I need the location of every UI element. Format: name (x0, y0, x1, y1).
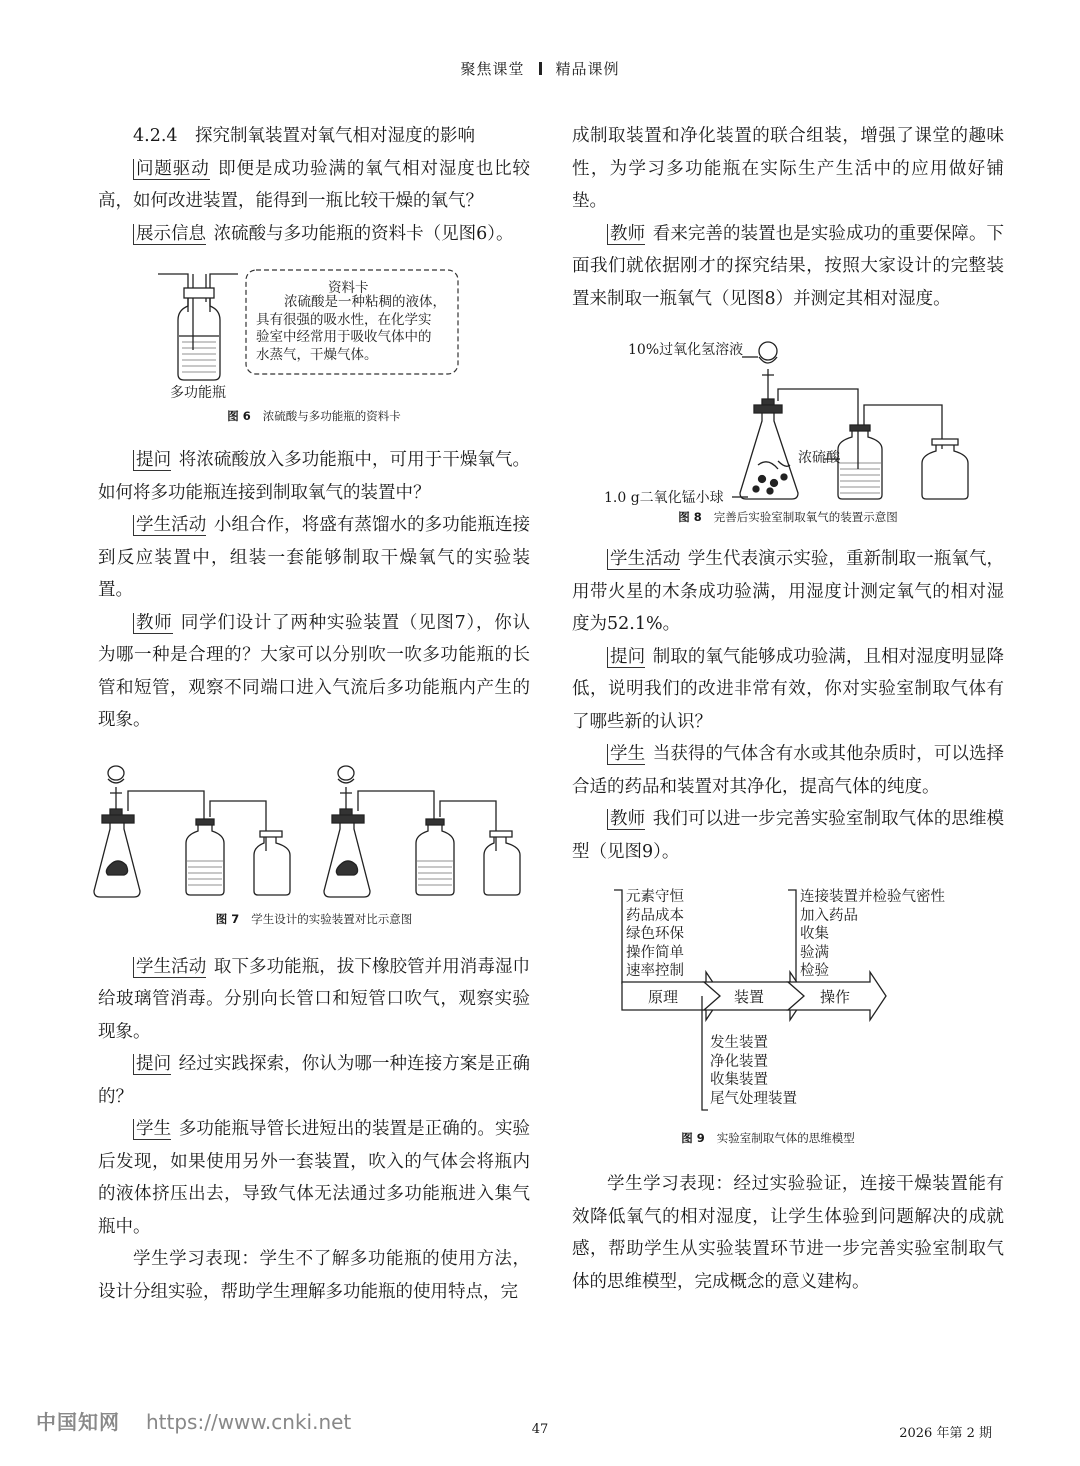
paragraph (572, 738, 1004, 803)
paragraph (98, 444, 530, 509)
principle-item: 元素守恒 (626, 889, 684, 905)
card-line: 浓硫酸是一种粘稠的液体， (284, 294, 446, 310)
role-tag: 学生活动 (607, 549, 680, 570)
caption-number: 图 9 (681, 1131, 705, 1145)
paragraph: 学生学习表现：经过实验验证，连接干燥装置能有效降低氧气的相对湿度，让学生体验到问题解决的成就感，帮助学生从实验装置环节进一步完善实验室制取气体的思维模型，完成概念的意义建构。 (572, 1174, 1004, 1292)
paragraph (572, 218, 1004, 316)
principle-item: 药品成本 (626, 907, 684, 924)
label-manganese-dioxide: 1.0 g二氧化锰小球 (604, 490, 724, 506)
paragraph-text: 将浓硫酸放入多功能瓶中，可用于干燥氧气。如何将多功能瓶连接到制取氧气的装置中？ (98, 450, 531, 503)
caption-number: 图 8 (678, 510, 702, 524)
paragraph (572, 641, 1004, 739)
caption-number: 图 6 (227, 409, 251, 423)
role-tag: 展示信息 (133, 224, 206, 245)
role-tag: 问题驱动 (133, 159, 210, 180)
role-tag: 学生活动 (133, 515, 206, 536)
operation-item: 加入药品 (800, 907, 858, 924)
section-heading: 4.2.4 探究制氧装置对氧气相对湿度的影响 (133, 126, 476, 146)
operation-item: 收集 (800, 926, 829, 942)
figure-8 (572, 329, 1004, 529)
header-section-name: 精品课例 (555, 60, 620, 78)
card-title: 资料卡 (328, 280, 369, 296)
cnki-logo: 中国知网 (36, 1410, 120, 1434)
role-tag: 教师 (607, 224, 645, 245)
cnki-watermark (36, 1406, 351, 1435)
figure-6 (98, 262, 530, 430)
paragraph (572, 803, 1004, 868)
role-tag: 学生 (607, 744, 645, 765)
principle-list (626, 888, 684, 981)
card-line: 水蒸气，干燥气体。 (256, 346, 378, 363)
issue-label: 2026 年第 2 期 (899, 1426, 992, 1441)
device-item: 尾气处理装置 (710, 1090, 797, 1107)
paragraph-text: 学生代表演示实验，重新制取一瓶氧气，用带火星的木条成功验满，用湿度计测定氧气的相对湿度为52.1%。 (572, 549, 1005, 634)
arrow-principle: 原理 (648, 988, 679, 1006)
header-divider (539, 62, 542, 75)
paragraph-text: 多功能瓶导管长进短出的装置是正确的。实验后发现，如果使用另外一套装置，吹入的气体会将瓶内的液体挤压出去，导致气体无法通过多功能瓶进入集气瓶中。 (98, 1119, 531, 1237)
operation-list (800, 888, 945, 981)
paragraph-text: 看来完善的装置也是实验成功的重要保障。下面我们就依据刚才的探究结果，按照大家设计的完整装置来制取一瓶氧气（见图8）并测定其相对湿度。 (572, 223, 1005, 309)
device-item: 发生装置 (710, 1035, 768, 1051)
paragraph-text: 同学们设计了两种实验装置（见图7），你认为哪一种是合理的？大家可以分别吹一吹多功能瓶的长管和短管，观察不同端口进入气流后多功能瓶内产生的现象。 (98, 612, 531, 730)
caption-text: 实验室制取气体的思维模型 (716, 1131, 855, 1145)
operation-item: 连接装置并检验气密性 (800, 889, 945, 905)
arrow-device: 装置 (734, 988, 765, 1006)
device-item: 净化装置 (710, 1053, 768, 1070)
paragraph (572, 543, 1004, 641)
figure-7 (98, 751, 530, 937)
figure-caption (98, 911, 530, 927)
right-column (572, 120, 1004, 1298)
paragraph: 成制取装置和净化装置的联合组装，增强了课堂的趣味性，为学习多功能瓶在实际生产生活中的应用做好铺垫。 (572, 126, 1004, 211)
paragraph-text: 我们可以进一步完善实验室制取气体的思维模型（见图9）。 (572, 809, 1005, 862)
paragraph-text: 即便是成功验满的氧气相对湿度也比较高，如何改进装置，能得到一瓶比较干燥的氧气？ (98, 158, 530, 211)
paragraph (98, 1113, 530, 1243)
principle-item: 速率控制 (626, 963, 684, 979)
role-tag: 提问 (133, 450, 171, 471)
role-tag: 提问 (607, 647, 645, 668)
paragraph-text: 取下多功能瓶，拔下橡胶管并用消毒湿巾给玻璃管消毒。分别向长管口和短管口吹气，观察实验现象。 (98, 956, 531, 1042)
role-tag: 提问 (133, 1054, 171, 1075)
principle-item: 绿色环保 (626, 926, 684, 942)
paragraph (98, 951, 530, 1049)
caption-text: 完善后实验室制取氧气的装置示意图 (713, 510, 898, 524)
page-header (0, 58, 1080, 79)
cnki-url: https://www.cnki.net (146, 1410, 352, 1434)
device-item: 收集装置 (710, 1072, 768, 1088)
caption-text: 学生设计的实验装置对比示意图 (251, 911, 413, 926)
paragraph-text: 经过实践探索，你认为哪一种连接方案是正确的？ (98, 1054, 531, 1107)
paragraph-text: 制取的氧气能够成功验满，且相对湿度明显降低，说明我们的改进非常有效，你对实验室制取气体有了哪些新的认识？ (572, 646, 1005, 732)
role-tag: 教师 (607, 809, 645, 830)
role-tag: 学生 (133, 1119, 171, 1140)
paragraph (98, 153, 530, 218)
figure-caption (552, 1130, 984, 1146)
figure-caption (98, 408, 530, 424)
paragraph-text: 小组合作，将盛有蒸馏水的多功能瓶连接到反应装置中，组装一套能够制取干燥氧气的实验装置。 (98, 515, 531, 600)
bottle-label: 多功能瓶 (170, 385, 226, 401)
paragraph (98, 1048, 530, 1113)
operation-item: 检验 (800, 963, 829, 979)
caption-text: 浓硫酸与多功能瓶的资料卡 (262, 409, 401, 423)
card-body (256, 294, 446, 364)
paragraph-text: 浓硫酸与多功能瓶的资料卡（见图6）。 (213, 223, 514, 244)
apparatus-comparison-diagram (88, 751, 528, 909)
paragraph: 学生学习表现：学生不了解多功能瓶的使用方法，设计分组实验，帮助学生理解多功能瓶的使用特点，完 (98, 1249, 530, 1302)
card-line: 验室中经常用于吸收气体中的 (256, 329, 432, 345)
left-column (98, 120, 530, 1308)
figure-caption (572, 509, 1004, 525)
role-tag: 学生活动 (133, 957, 206, 978)
operation-item: 验满 (800, 944, 829, 961)
paragraph (98, 509, 530, 607)
paragraph (98, 218, 530, 251)
caption-number: 图 7 (215, 911, 240, 926)
paragraph (98, 607, 530, 737)
role-tag: 教师 (133, 613, 173, 634)
device-list (710, 1034, 797, 1108)
paragraph-text: 当获得的气体含有水或其他杂质时，可以选择合适的药品和装置对其净化，提高气体的纯度。 (572, 744, 1005, 797)
arrow-operation: 操作 (820, 988, 851, 1006)
figure-9 (572, 884, 1004, 1154)
header-column-name: 聚焦课堂 (460, 60, 525, 78)
principle-item: 操作简单 (626, 944, 684, 961)
page-number: 47 (531, 1422, 549, 1437)
label-hydrogen-peroxide: 10%过氧化氢溶液 (628, 342, 744, 358)
card-line: 具有很强的吸水性，在化学实 (256, 311, 432, 328)
label-sulfuric-acid: 浓硫酸 (798, 450, 840, 466)
